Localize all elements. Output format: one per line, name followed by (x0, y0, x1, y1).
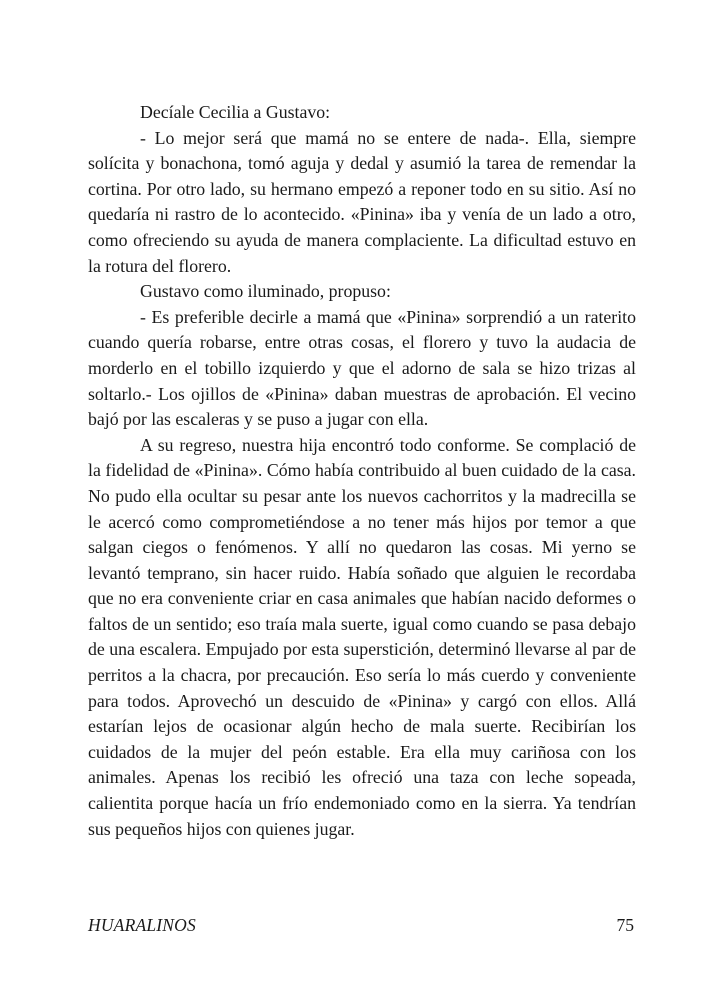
paragraph-gustavo-speech: - Es preferible decirle a mamá que «Pinina» sorprendió a un raterito cuando quería robarse, entre otras cosas, el florero y tuvo la audacia de morderlo en el tobillo izquierdo y que el adorno de sala se hizo trizas al soltarlo.- Los ojillos de «Pinina» daban muestras de aprobación. El vecino bajó por las escaleras y se puso a jugar con ella. (88, 306, 636, 430)
page-body (88, 100, 636, 842)
page-number: 75 (616, 915, 634, 935)
paragraph-narration: A su regreso, nuestra hija encontró todo conforme. Se complació de la fidelidad de «Pinina». Cómo había contribuido al buen cuidado de la casa. No pudo ella ocultar su pesar ante los nuevos cachorritos y la madrecilla se le acercó como comprometiéndose a no tener más hijos por temor a que salgan ciegos o fenómenos. Y allí no quedaron las cosas. Mi yerno se levantó temprano, sin hacer ruido. Había soñado que alguien le recordaba que no era conveniente criar en casa animales que habían nacido deformes o faltos de un sentido; eso traía mala suerte, igual como cuando se pasa debajo de una escalera. Empujado por esta superstición, determinó llevarse al par de perritos a la chacra, por precaución. Eso sería lo más cuerdo y conveniente para todos. Aprovechó un descuido de «Pinina» y cargó con ellos. Allá estarían lejos de ocasionar algún hecho de mala suerte. Recibirían los cuidados de la mujer del peón estable. Era ella muy cariñosa con los animales. Apenas los recibió les ofreció una taza con leche sopeada, calientita porque hacía un frío endemoniado como en la sierra. Ya tendrían sus pequeños hijos con quienes jugar. (88, 434, 636, 839)
paragraph-intro-dialog: Decíale Cecilia a Gustavo: (140, 102, 331, 122)
paragraph-gustavo-intro: Gustavo como iluminado, propuso: (140, 281, 391, 302)
paragraph-cecilia-speech: - Lo mejor será que mamá no se entere de nada-. Ella, siempre solícita y bonachona, tomó aguja y dedal y asumió la tarea de remendar la cortina. Por otro lado, su hermano empezó a reponer todo en su sitio. Así no quedaría ni rastro de lo acontecido. «Pinina» iba y venía de un lado a otro, como ofreciendo su ayuda de manera complaciente. La dificultad estuvo en la rotura del florero. (88, 127, 636, 276)
book-title: HUARALINOS (88, 915, 196, 935)
page-footer (88, 915, 634, 941)
